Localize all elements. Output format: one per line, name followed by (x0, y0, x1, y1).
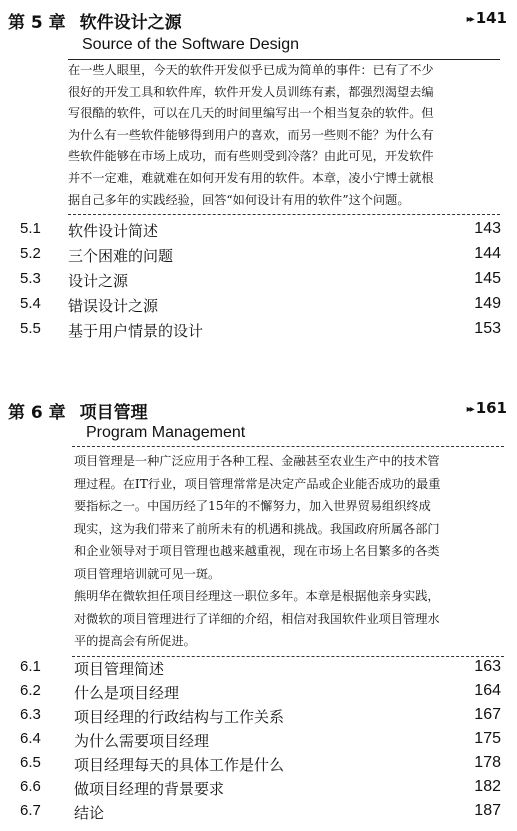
section-title: 结论 (74, 804, 105, 822)
section-title: 项目经理每天的具体工作是什么 (74, 756, 285, 774)
section-number: 6.7 (20, 802, 41, 819)
summary-line: 熊明华在微软担任项目经理这一职位多年。本章是根据他亲身实践， (74, 589, 440, 603)
section-page: 187 (474, 802, 501, 819)
section-page: 144 (474, 245, 501, 262)
toc-entry[interactable] (0, 295, 517, 319)
summary-line: 为什么有一些软件能够得到用户的喜欢，而另一些则不能？为什么有 (68, 127, 434, 142)
summary-line: 对微软的项目管理进行了详细的介绍，相信对我国软件业项目管理水 (74, 611, 440, 626)
section-page: 167 (474, 706, 501, 723)
chapter-summary (68, 60, 504, 211)
toc-entry[interactable] (0, 220, 517, 244)
chapter-number: 第 5 章 (8, 13, 66, 33)
section-number: 6.5 (20, 754, 41, 771)
summary-line: 和企业领导对于项目管理也越来越重视，现在市场上名目繁多的各类 (74, 544, 440, 558)
summary-line: 现实，这为我们带来了前所未有的机遇和挑战。我国政府所属各部门 (74, 521, 440, 536)
section-number: 6.1 (20, 658, 41, 675)
toc-entry[interactable] (0, 658, 517, 682)
section-page: 175 (474, 730, 501, 747)
chapter-title: 软件设计之源 (79, 13, 182, 33)
section-number: 5.2 (20, 245, 41, 262)
section-title: 设计之源 (68, 272, 129, 290)
section-title: 项目管理简述 (74, 660, 165, 678)
section-title: 三个困难的问题 (68, 247, 174, 265)
chapter-number: 第 6 章 (8, 403, 66, 423)
chapter-heading (8, 398, 148, 423)
section-number: 6.2 (20, 682, 41, 699)
section-page: 163 (474, 658, 501, 675)
section-number: 6.4 (20, 730, 41, 747)
section-title: 什么是项目经理 (74, 684, 180, 702)
section-page: 178 (474, 754, 501, 771)
page-arrow-icon: ▸▸ (466, 14, 473, 25)
toc-entry[interactable] (0, 320, 517, 344)
chapter-english-title: Program Management (86, 424, 246, 441)
chapter-rule-bottom (72, 656, 504, 657)
summary-line: 在一些人眼里，今天的软件开发似乎已成为简单的事件：已有了不少 (68, 63, 434, 77)
section-page: 164 (474, 682, 501, 699)
section-number: 5.4 (20, 295, 41, 312)
section-page: 143 (474, 220, 501, 237)
summary-line: 据自己多年的实践经验，回答“如何设计有用的软件”这个问题。 (68, 192, 410, 207)
summary-line: 写很酷的软件，可以在几天的时间里编写出一个相当复杂的软件。但 (68, 106, 434, 121)
chapter-page (467, 399, 507, 417)
toc-entry[interactable] (0, 778, 517, 802)
summary-line: 项目管理培训就可见一斑。 (74, 566, 221, 581)
section-number: 5.5 (20, 320, 41, 337)
chapter-page (467, 9, 507, 27)
summary-line: 很好的开发工具和软件库，软件开发人员训练有素，都强烈渴望去编 (68, 84, 434, 99)
toc-entry[interactable] (0, 245, 517, 269)
summary-line: 些软件能够在市场上成功，而有些则受到冷落？由此可见，开发软件 (68, 149, 434, 164)
toc-entry[interactable] (0, 706, 517, 730)
chapter-summary (74, 450, 506, 653)
summary-line: 并不一定难，难就难在如何开发有用的软件。本章，凌小宁博士就根 (68, 170, 434, 185)
chapter-rule-bottom (68, 214, 500, 215)
chapter-heading (8, 8, 182, 33)
section-number: 6.6 (20, 778, 41, 795)
section-page: 149 (474, 295, 501, 312)
summary-line: 理过程。在IT行业，项目管理常常是决定产品或企业能否成功的最重 (74, 476, 441, 491)
section-title: 错误设计之源 (68, 297, 159, 315)
summary-line: 项目管理是一种广泛应用于各种工程、金融甚至农业生产中的技术管 (74, 454, 440, 468)
summary-line: 平的提高会有所促进。 (74, 634, 196, 648)
section-number: 5.1 (20, 220, 41, 237)
section-title: 软件设计简述 (68, 222, 159, 240)
toc-entry[interactable] (0, 730, 517, 754)
toc-entry[interactable] (0, 754, 517, 778)
chapter-page-number: 141 (475, 9, 507, 27)
section-title: 为什么需要项目经理 (74, 732, 210, 750)
section-page: 153 (474, 320, 501, 337)
page-arrow-icon: ▸▸ (466, 404, 473, 415)
section-title: 做项目经理的背景要求 (74, 780, 225, 798)
summary-line: 要指标之一。中国历经了15年的不懈努力，加入世界贸易组织终成 (74, 499, 431, 513)
section-title: 基于用户情景的设计 (68, 322, 204, 340)
section-number: 5.3 (20, 270, 41, 287)
toc-entry[interactable] (0, 270, 517, 294)
chapter-english-title: Source of the Software Design (82, 36, 300, 53)
section-page: 145 (474, 270, 501, 287)
section-page: 182 (474, 778, 501, 795)
toc-entry[interactable] (0, 802, 517, 826)
section-number: 6.3 (20, 706, 41, 723)
section-title: 项目经理的行政结构与工作关系 (74, 708, 285, 726)
chapter-title: 项目管理 (79, 403, 148, 423)
chapter-rule-top (72, 446, 504, 447)
toc-entry[interactable] (0, 682, 517, 706)
chapter-page-number: 161 (475, 399, 507, 417)
